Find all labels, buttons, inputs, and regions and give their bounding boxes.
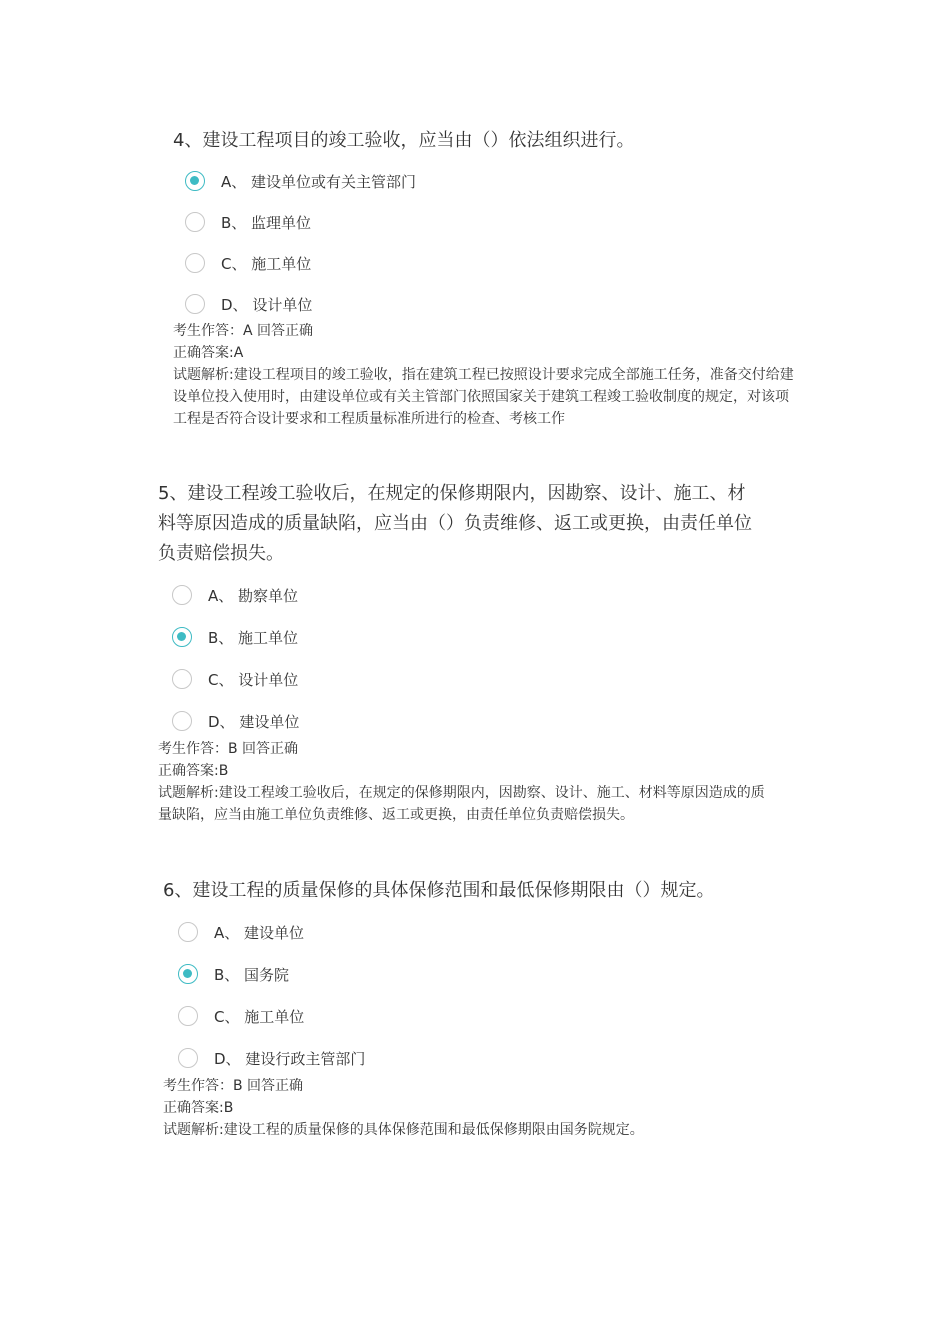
analysis: 试题解析:建设工程的质量保修的具体保修范围和最低保修期限由国务院规定。 bbox=[163, 1122, 644, 1138]
option-a[interactable] bbox=[185, 166, 416, 196]
option-d[interactable] bbox=[185, 289, 312, 319]
radio-checked-icon[interactable] bbox=[178, 964, 198, 984]
question-title: 5、建设工程竣工验收后，在规定的保修期限内，因勘察、设计、施工、材料等原因造成的质量缺陷，应当由（）负责维修、返工或更换，由责任单位负责赔偿损失。 bbox=[158, 483, 752, 564]
option-c[interactable] bbox=[185, 248, 311, 278]
option-b[interactable] bbox=[185, 207, 311, 237]
option-label: C、 施工单位 bbox=[221, 254, 312, 273]
option-b[interactable] bbox=[178, 959, 289, 989]
option-label: C、 施工单位 bbox=[214, 1007, 305, 1026]
radio-unchecked-icon[interactable] bbox=[172, 669, 192, 689]
student-answer: 考生作答：A 回答正确 bbox=[173, 323, 314, 339]
option-d[interactable] bbox=[172, 706, 299, 736]
radio-unchecked-icon[interactable] bbox=[185, 294, 205, 314]
option-a[interactable] bbox=[172, 580, 298, 610]
radio-unchecked-icon[interactable] bbox=[185, 253, 205, 273]
option-d[interactable] bbox=[178, 1043, 365, 1073]
radio-unchecked-icon[interactable] bbox=[172, 585, 192, 605]
option-label: B、 国务院 bbox=[214, 965, 290, 984]
option-label: D、 建设单位 bbox=[208, 712, 300, 731]
option-c[interactable] bbox=[178, 1001, 304, 1031]
option-label: A、 建设单位 bbox=[214, 923, 305, 942]
option-label: B、 监理单位 bbox=[221, 213, 312, 232]
option-label: A、 建设单位或有关主管部门 bbox=[221, 172, 417, 191]
radio-checked-icon[interactable] bbox=[185, 171, 205, 191]
student-answer: 考生作答：B 回答正确 bbox=[158, 741, 299, 757]
option-b[interactable] bbox=[172, 622, 298, 652]
answer-info bbox=[158, 738, 770, 826]
answer-info bbox=[163, 1075, 803, 1141]
radio-unchecked-icon[interactable] bbox=[178, 1048, 198, 1068]
option-label: A、 勘察单位 bbox=[208, 586, 299, 605]
radio-unchecked-icon[interactable] bbox=[172, 711, 192, 731]
answer-info bbox=[173, 320, 798, 430]
correct-answer: 正确答案:A bbox=[173, 345, 244, 361]
option-label: C、 设计单位 bbox=[208, 670, 299, 689]
radio-unchecked-icon[interactable] bbox=[178, 922, 198, 942]
option-c[interactable] bbox=[172, 664, 298, 694]
student-answer: 考生作答：B 回答正确 bbox=[163, 1078, 304, 1094]
analysis: 试题解析:建设工程竣工验收后，在规定的保修期限内，因勘察、设计、施工、材料等原因造成的质量缺陷，应当由施工单位负责维修、返工或更换，由责任单位负责赔偿损失。 bbox=[158, 785, 765, 823]
option-label: B、 施工单位 bbox=[208, 628, 299, 647]
question-title: 6、建设工程的质量保修的具体保修范围和最低保修期限由（）规定。 bbox=[163, 880, 715, 901]
question-title: 4、建设工程项目的竣工验收，应当由（）依法组织进行。 bbox=[173, 130, 635, 151]
radio-checked-icon[interactable] bbox=[172, 627, 192, 647]
correct-answer: 正确答案:B bbox=[163, 1100, 234, 1116]
option-a[interactable] bbox=[178, 917, 304, 947]
option-label: D、 设计单位 bbox=[221, 295, 313, 314]
analysis: 试题解析:建设工程项目的竣工验收，指在建筑工程已按照设计要求完成全部施工任务，准备交付给建设单位投入使用时，由建设单位或有关主管部门依照国家关于建筑工程竣工验收制度的规定，对该项工程是否符合设计要求和工程质量标准所进行的检查、考核工作 bbox=[173, 367, 794, 427]
correct-answer: 正确答案:B bbox=[158, 763, 229, 779]
option-label: D、 建设行政主管部门 bbox=[214, 1049, 366, 1068]
radio-unchecked-icon[interactable] bbox=[185, 212, 205, 232]
radio-unchecked-icon[interactable] bbox=[178, 1006, 198, 1026]
